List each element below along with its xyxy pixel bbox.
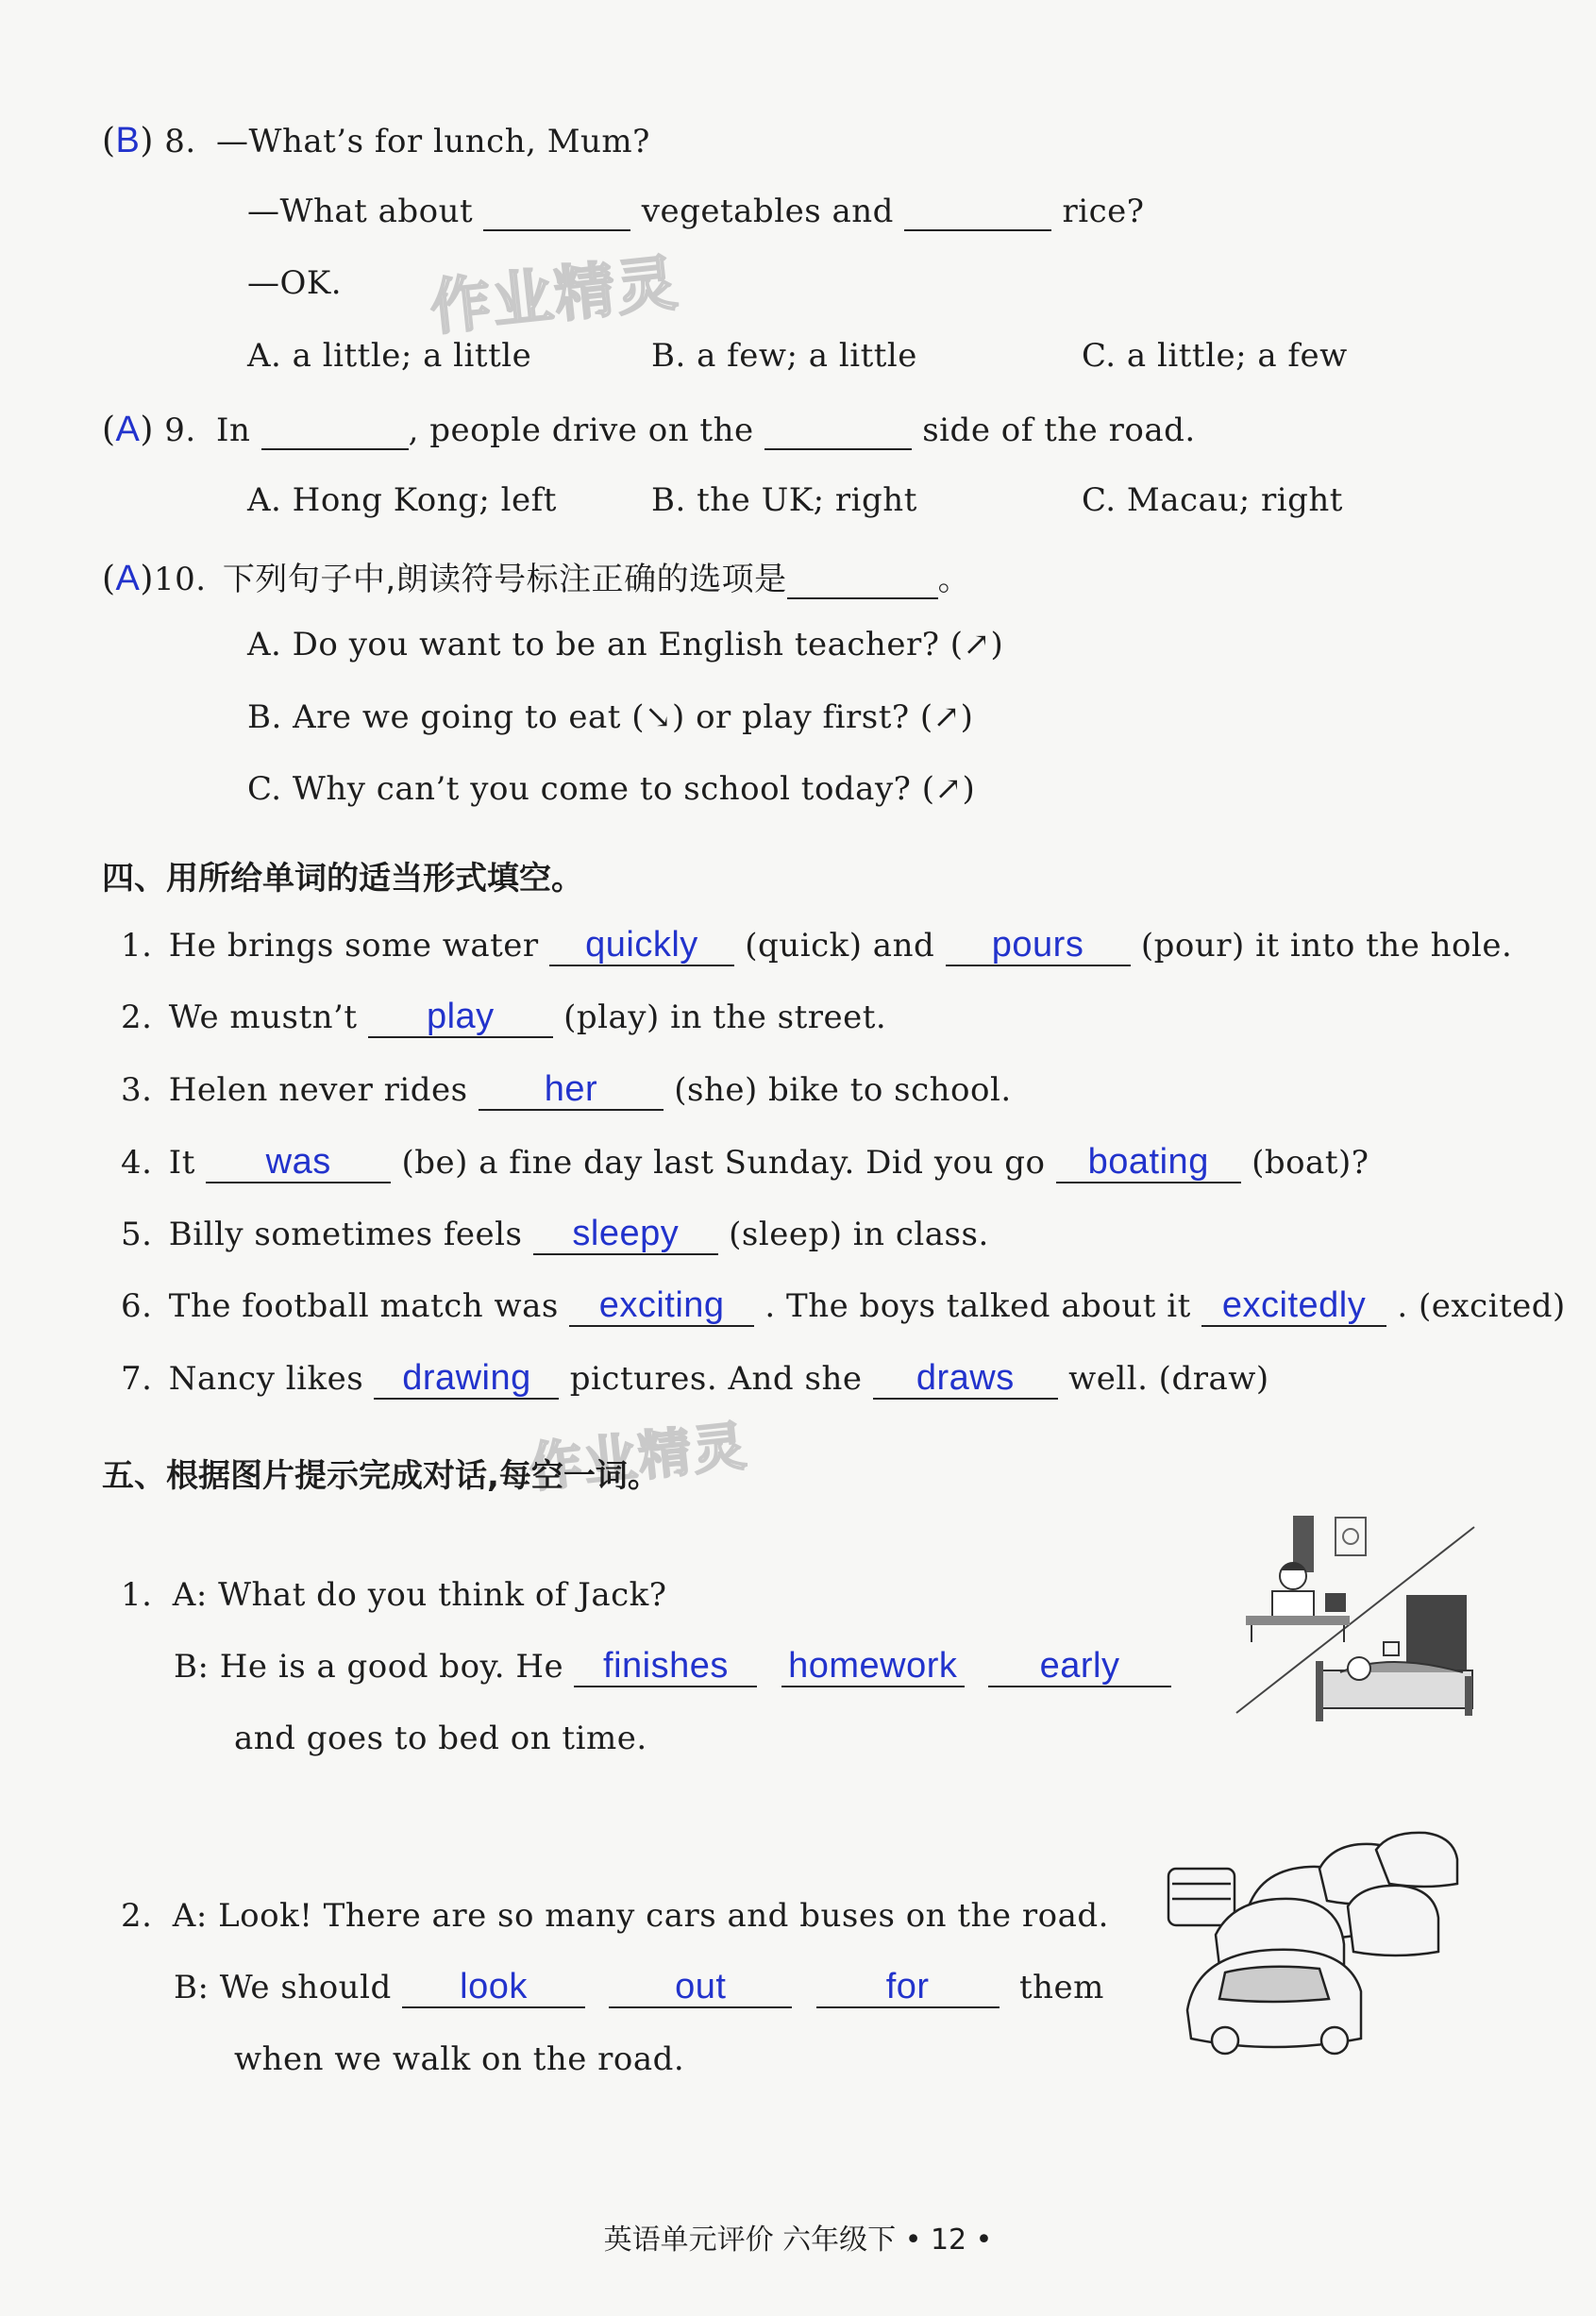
s4-item-3: 3. Helen never rides her (she) bike to school.	[121, 1069, 1012, 1109]
q9-line1: (A) 9. In , people drive on the side of the road.	[102, 410, 1196, 449]
s4-7-answer-1[interactable]: drawing	[374, 1360, 559, 1400]
s5-d2-answer-3[interactable]: for	[816, 1969, 1000, 2008]
car-shape-3	[1376, 1833, 1457, 1887]
q9-option-b: B. the UK; right	[651, 481, 917, 519]
s4-6-answer-1[interactable]: exciting	[569, 1287, 754, 1327]
s5-d1-answer-1[interactable]: finishes	[574, 1648, 757, 1687]
s4-item-4: 4. It was (be) a fine day last Sunday. Did you go boating (boat)?	[121, 1142, 1369, 1182]
s5-d2-line-c: when we walk on the road.	[234, 2040, 685, 2078]
s4-6-answer-2[interactable]: excitedly	[1201, 1287, 1386, 1327]
s4-item-7: 7. Nancy likes drawing pictures. And she draws well. (draw)	[121, 1358, 1269, 1398]
watermark-1: 作业精灵	[427, 248, 682, 344]
q10-answer: A	[115, 559, 141, 598]
q8-option-b: B. a few; a little	[651, 337, 917, 375]
homework-scene	[1246, 1516, 1366, 1642]
q9-option-c: C. Macau; right	[1082, 481, 1343, 519]
q10-option-a: A. Do you want to be an English teacher? (↗)	[247, 626, 1004, 663]
s4-item-1: 1. He brings some water quickly (quick) and pours (pour) it into the hole.	[121, 925, 1513, 965]
s4-2-answer-1[interactable]: play	[368, 999, 553, 1038]
q8-line2: —What about vegetables and rice?	[247, 193, 1145, 230]
q8-line1: (B) 8. —What’s for lunch, Mum?	[102, 121, 650, 160]
q9-option-a: A. Hong Kong; left	[247, 481, 557, 519]
s5-d2-line-a: 2. A: Look! There are so many cars and buses on the road.	[121, 1897, 1109, 1935]
q8-option-c: C. a little; a few	[1082, 337, 1348, 375]
bus-shape	[1168, 1869, 1235, 1925]
s5-d1-answer-2[interactable]: homework	[781, 1648, 965, 1687]
s4-item-5: 5. Billy sometimes feels sleepy (sleep) in class.	[121, 1214, 989, 1253]
s5-d2-answer-2[interactable]: out	[609, 1969, 792, 2008]
s4-3-answer-1[interactable]: her	[479, 1071, 664, 1111]
s5-d1-line-c: and goes to bed on time.	[234, 1720, 647, 1757]
q8-blank-1[interactable]	[483, 195, 630, 231]
s5-d2-line-b: B: We should look out for them	[174, 1967, 1104, 2006]
s4-5-answer-1[interactable]: sleepy	[533, 1216, 718, 1255]
section5-title: 五、根据图片提示完成对话,每空一词。	[102, 1457, 660, 1495]
s4-4-answer-1[interactable]: was	[206, 1144, 391, 1183]
s4-1-answer-2[interactable]: pours	[946, 927, 1131, 966]
s4-7-answer-2[interactable]: draws	[873, 1360, 1058, 1400]
q8-line3: —OK.	[247, 264, 343, 302]
q9-answer: A	[115, 410, 141, 449]
s5-d1-line-a: 1. A: What do you think of Jack?	[121, 1576, 667, 1614]
q10-blank[interactable]	[787, 563, 938, 599]
watermark-2: 作业精灵	[526, 1416, 751, 1500]
s4-item-2: 2. We mustn’t play (play) in the street.	[121, 997, 887, 1036]
q8-option-a: A. a little; a little	[247, 337, 532, 375]
traffic-picture	[1159, 1831, 1470, 2076]
jack-picture	[1227, 1510, 1482, 1737]
s5-d2-answer-1[interactable]: look	[402, 1969, 585, 2008]
section4-title: 四、用所给单词的适当形式填空。	[102, 860, 583, 898]
s5-d1-line-b: B: He is a good boy. He finishes homework early	[174, 1648, 1171, 1687]
q9-blank-1[interactable]	[261, 414, 409, 450]
s4-4-answer-2[interactable]: boating	[1056, 1144, 1241, 1183]
car-shape-5	[1348, 1886, 1438, 1955]
page-footer: 英语单元评价 六年级下 • 12 •	[603, 2224, 993, 2257]
q10-option-c: C. Why can’t you come to school today? (↗)	[247, 770, 976, 808]
q8-blank-2[interactable]	[904, 195, 1051, 231]
s4-1-answer-1[interactable]: quickly	[549, 927, 734, 966]
q10-option-b: B. Are we going to eat (↘) or play first? (↗)	[247, 698, 974, 736]
q8-answer: B	[115, 121, 141, 160]
sleeping-scene	[1316, 1595, 1472, 1721]
s5-d1-answer-3[interactable]: early	[988, 1648, 1171, 1687]
q9-blank-2[interactable]	[764, 414, 912, 450]
q8-text: —What’s for lunch, Mum?	[216, 123, 650, 160]
s4-item-6: 6. The football match was exciting . The boys talked about it excitedly . (excited)	[121, 1285, 1566, 1325]
q10-line1: (A)10. 下列句子中,朗读符号标注正确的选项是 。	[102, 559, 971, 598]
